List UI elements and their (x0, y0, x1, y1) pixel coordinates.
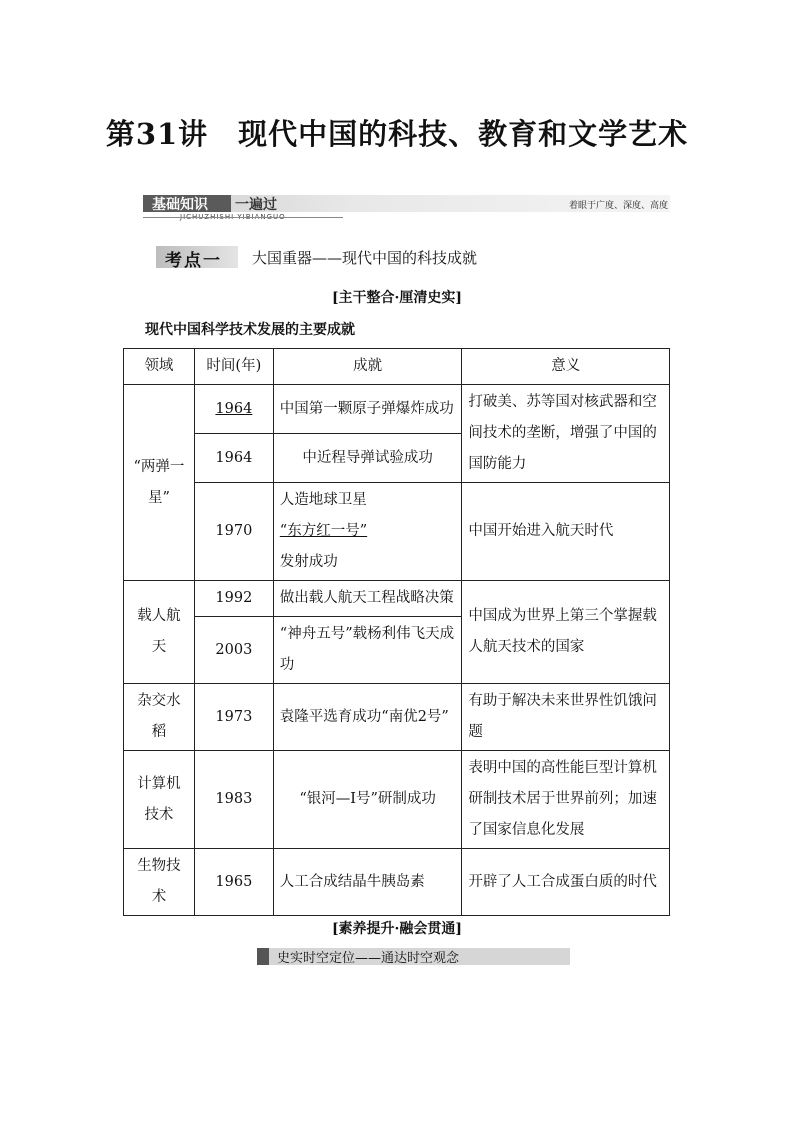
field-cell: 载人航天 (124, 581, 195, 684)
table-row (124, 483, 670, 581)
table-row (124, 385, 670, 434)
year-cell: 1983 (194, 751, 273, 849)
significance-cell: 中国成为世界上第三个掌握载人航天技术的国家 (462, 581, 670, 684)
header-significance: 意义 (462, 349, 670, 385)
field-cell: “两弹一星” (124, 385, 195, 581)
bottom-bar-accent (257, 948, 269, 965)
year-cell: 2003 (194, 617, 273, 684)
year-cell: 1964 (194, 434, 273, 483)
significance-cell: 开辟了人工合成蛋白质的时代 (462, 849, 670, 916)
table-row (124, 581, 670, 617)
table-header-row (124, 349, 670, 385)
page-title: 第31讲 现代中国的科技、教育和文学艺术 (105, 117, 689, 151)
significance-cell: 中国开始进入航天时代 (462, 483, 670, 581)
table-caption: 现代中国科学技术发展的主要成就 (145, 322, 355, 338)
significance-cell: 有助于解决未来世界性饥饿问题 (462, 684, 670, 751)
year-cell: 1970 (194, 483, 273, 581)
achievement-line: 人造地球卫星 (279, 492, 367, 508)
table-row (124, 751, 670, 849)
field-cell: 计算机技术 (124, 751, 195, 849)
bottom-bar-text: 史实时空定位——通达时空观念 (277, 951, 460, 966)
kaodian-subtitle: 大国重器——现代中国的科技成就 (252, 249, 478, 267)
achievement-cell (273, 483, 462, 581)
section-heading: [主干整合·厘清史实] (331, 290, 463, 306)
significance-cell: 表明中国的高性能巨型计算机研制技术居于世界前列；加速了国家信息化发展 (462, 751, 670, 849)
year-cell: 1965 (194, 849, 273, 916)
year-cell: 1992 (194, 581, 273, 617)
achievement-cell: 中近程导弹试验成功 (273, 434, 462, 483)
achievement-cell: 袁隆平选育成功“南优2号” (273, 684, 462, 751)
field-cell: 杂交水稻 (124, 684, 195, 751)
achievement-cell: “神舟五号”载杨利伟飞天成功 (273, 617, 462, 684)
divider (143, 217, 343, 218)
achievement-line (280, 516, 456, 547)
header-year: 时间(年) (194, 349, 273, 385)
section-band-pinyin: JICHUZHISHI YIBIANGUO (180, 213, 286, 221)
achievement-line: 发射成功 (279, 554, 338, 570)
section-band-right-text: 着眼于广度、深度、高度 (568, 201, 668, 211)
table-row (124, 849, 670, 916)
achievement-cell: “银河—Ⅰ号”研制成功 (273, 751, 462, 849)
year-cell (194, 385, 273, 434)
significance-cell: 打破美、苏等国对核武器和空间技术的垄断，增强了中国的国防能力 (462, 385, 670, 483)
achievements-table (123, 348, 670, 916)
achievement-cell: 人工合成结晶牛胰岛素 (273, 849, 462, 916)
achievement-cell: 中国第一颗原子弹爆炸成功 (273, 385, 462, 434)
field-cell: 生物技术 (124, 849, 195, 916)
section-band-label: 基础知识 (152, 197, 208, 213)
achievement-cell: 做出载人航天工程战略决策 (273, 581, 462, 617)
table-row (124, 684, 670, 751)
section-heading-2: [素养提升·融会贯通] (331, 921, 463, 937)
kaodian-badge: 考点一 (165, 251, 222, 271)
header-achievement: 成就 (273, 349, 462, 385)
section-band-label2: 一遍过 (235, 197, 277, 213)
achievement-underlined: “东方红一号” (279, 523, 368, 539)
year-cell: 1973 (194, 684, 273, 751)
header-field: 领域 (124, 349, 195, 385)
year-value: 1964 (215, 400, 253, 417)
